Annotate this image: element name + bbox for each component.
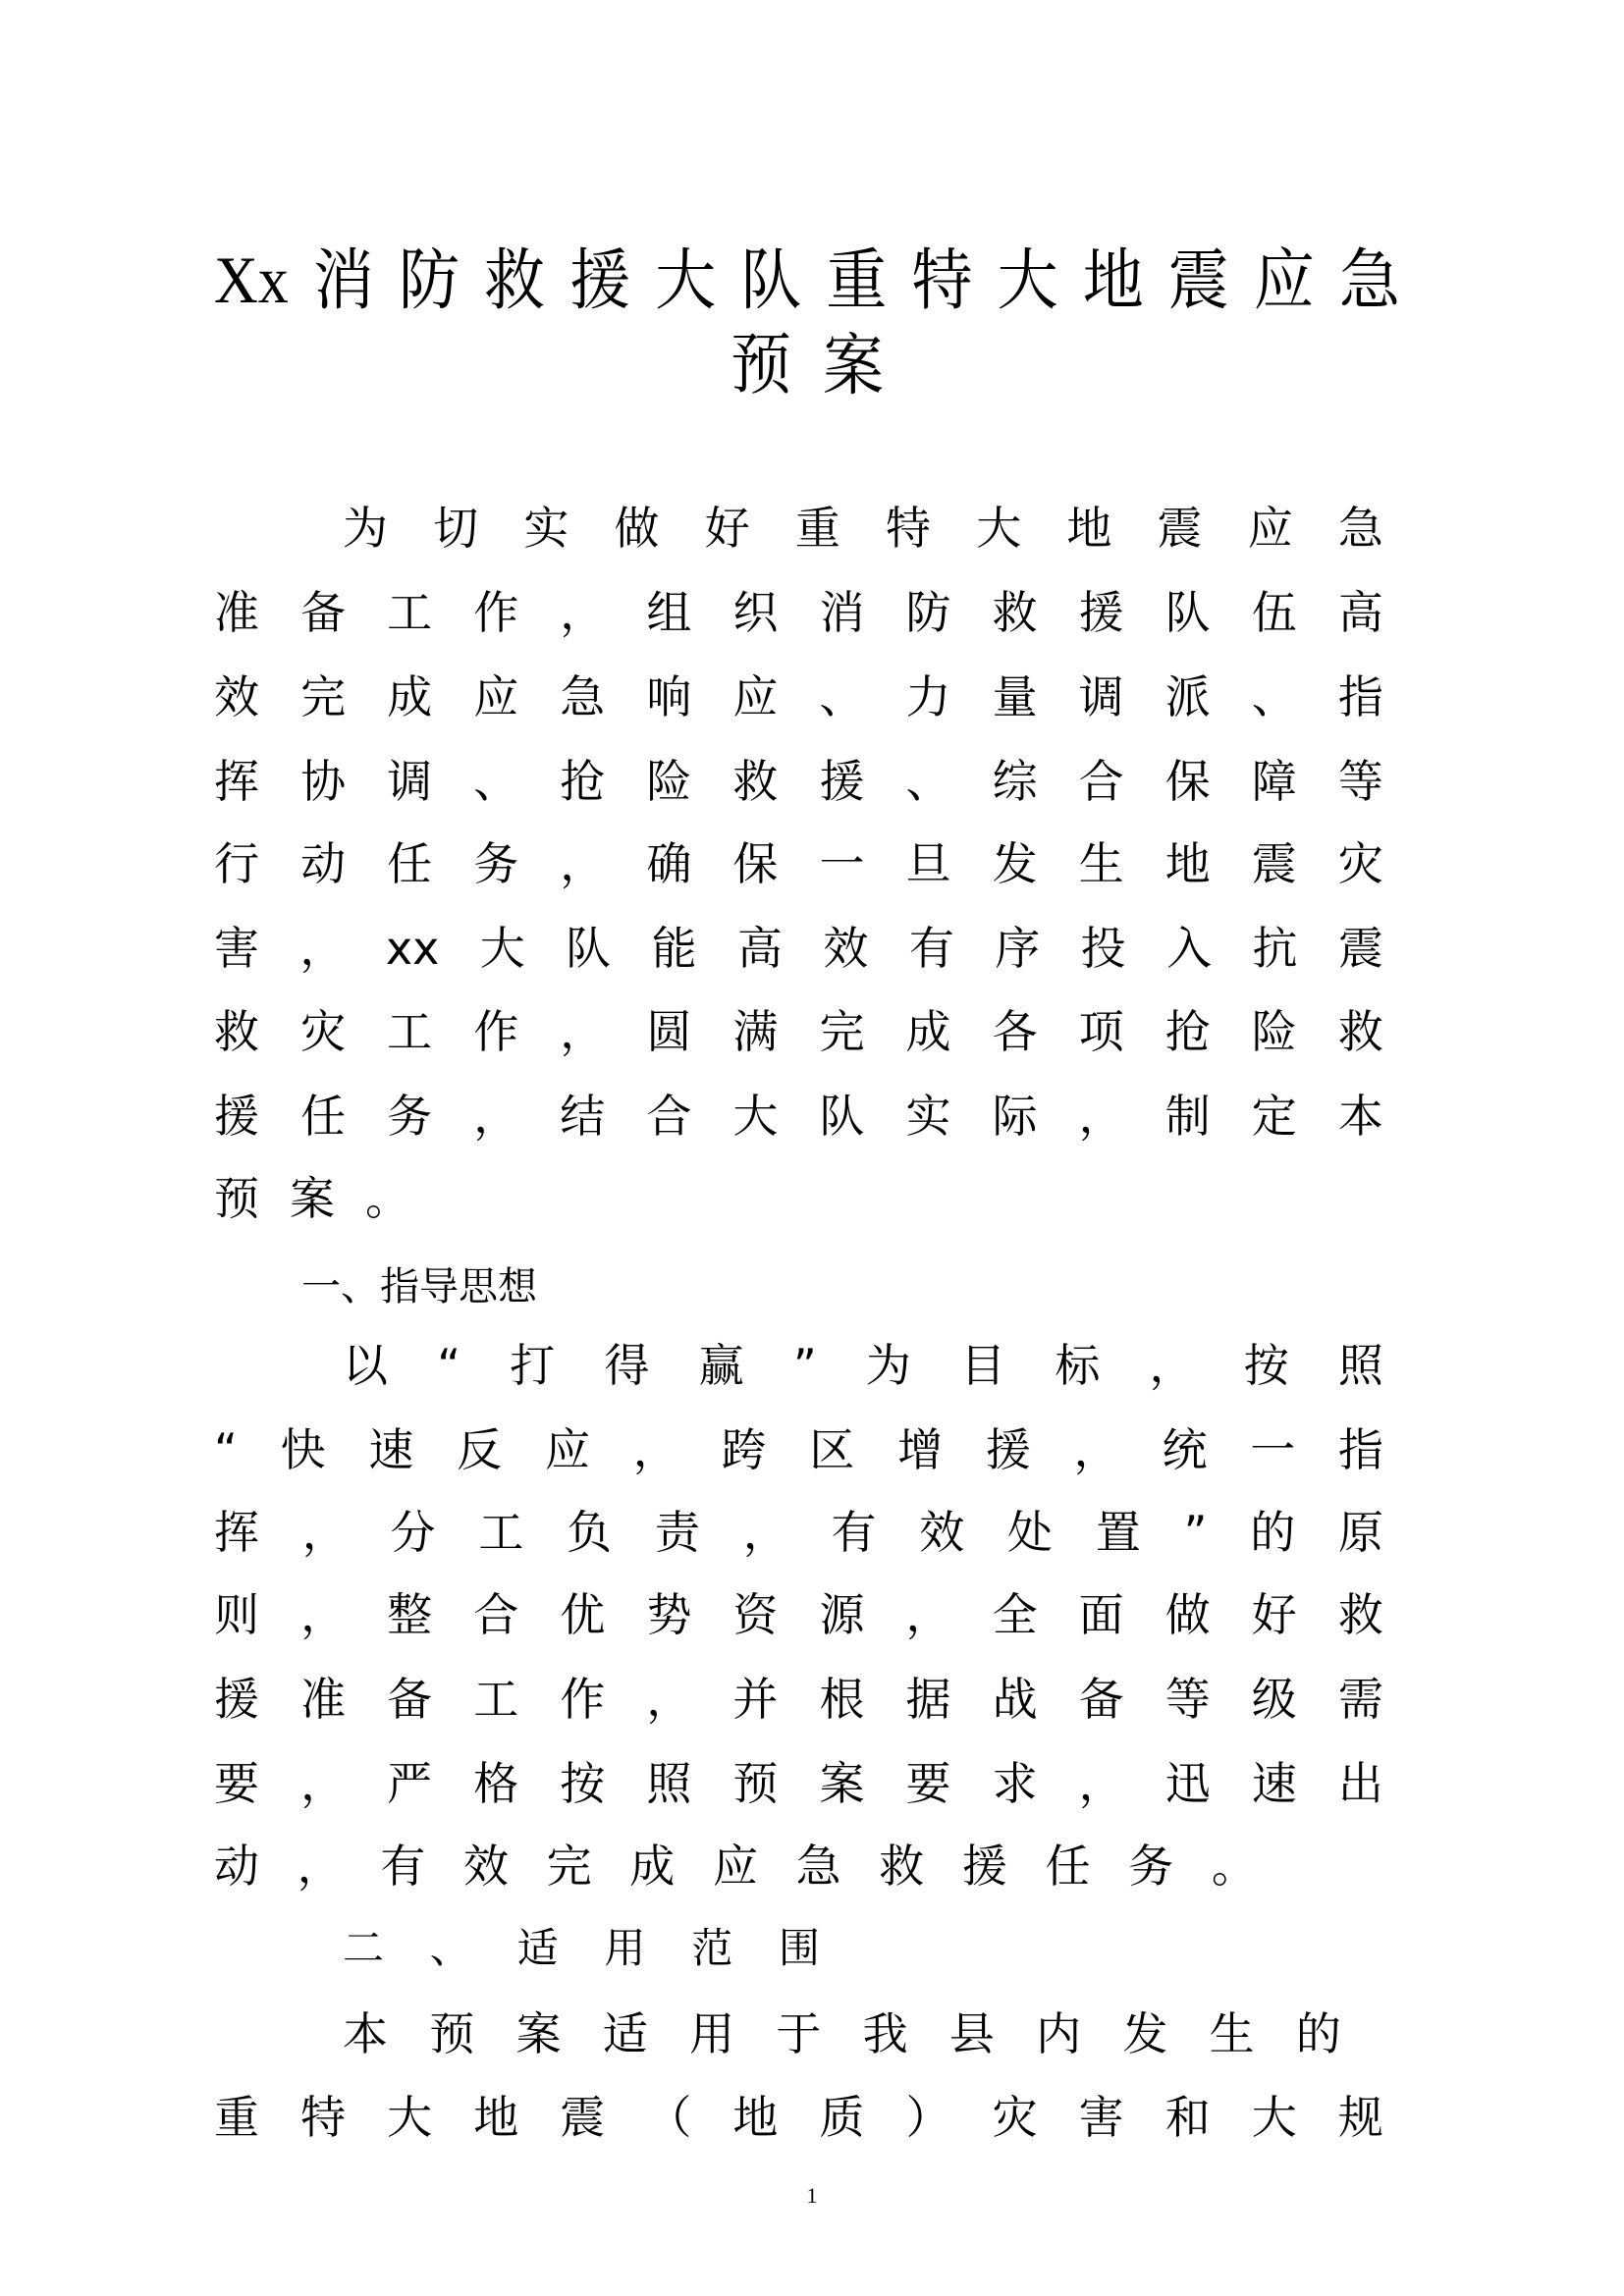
intro-line: 挥 协 调 、 抢 险 救 援 、 综 合 保 障 等: [214, 755, 1383, 808]
section-2-heading: 二 、 适 用 范 围: [343, 1924, 820, 1972]
intro-line: 效 完 成 应 急 响 应 、 力 量 调 派 、 指: [214, 670, 1383, 723]
intro-line: 预 案 。: [214, 1172, 410, 1225]
section-1-heading: 一、指导思想: [301, 1264, 537, 1309]
page-number: 1: [806, 2183, 818, 2208]
section-1-line: 挥 ， 分 工 负 责 ， 有 效 处 置 ” 的 原: [214, 1506, 1383, 1559]
section-1-line: 则 ， 整 合 优 势 资 源 ， 全 面 做 好 救: [214, 1588, 1383, 1641]
intro-line: 援 任 务 ， 结 合 大 队 实 际 ， 制 定 本: [214, 1090, 1383, 1143]
section-1-line: 动 ， 有 效 完 成 应 急 救 援 任 务 。: [214, 1840, 1257, 1893]
section-1-line: “ 快 速 反 应 ， 跨 区 增 援 ， 统 一 指: [214, 1423, 1383, 1476]
document-title-line-1: Xx 消 防 救 援 大 队 重 特 大 地 震 应 急: [214, 240, 1400, 320]
intro-line: 行 动 任 务 ， 确 保 一 旦 发 生 地 震 灾: [214, 837, 1383, 890]
intro-line: 救 灾 工 作 ， 圆 满 完 成 各 项 抢 险 救: [214, 1005, 1383, 1058]
intro-line: 准 备 工 作 ， 组 织 消 防 救 援 队 伍 高: [214, 586, 1383, 639]
section-1-line: 要 ， 严 格 按 照 预 案 要 求 ， 迅 速 出: [214, 1757, 1383, 1810]
section-2-line: 重 特 大 地 震 （ 地 质 ） 灾 害 和 大 规: [214, 2091, 1383, 2144]
document-title-line-2: 预 案: [731, 326, 884, 405]
section-1-line: 援 准 备 工 作 ， 并 根 据 战 备 等 级 需: [214, 1673, 1383, 1726]
section-2-line: 本 预 案 适 用 于 我 县 内 发 生 的: [343, 2007, 1341, 2060]
section-1-line: 以 “ 打 得 赢 ” 为 目 标 ， 按 照: [343, 1339, 1383, 1392]
intro-line: 为 切 实 做 好 重 特 大 地 震 应 急: [343, 502, 1383, 555]
intro-line: 害 ， xx 大 队 能 高 效 有 序 投 入 抗 震: [214, 922, 1383, 975]
